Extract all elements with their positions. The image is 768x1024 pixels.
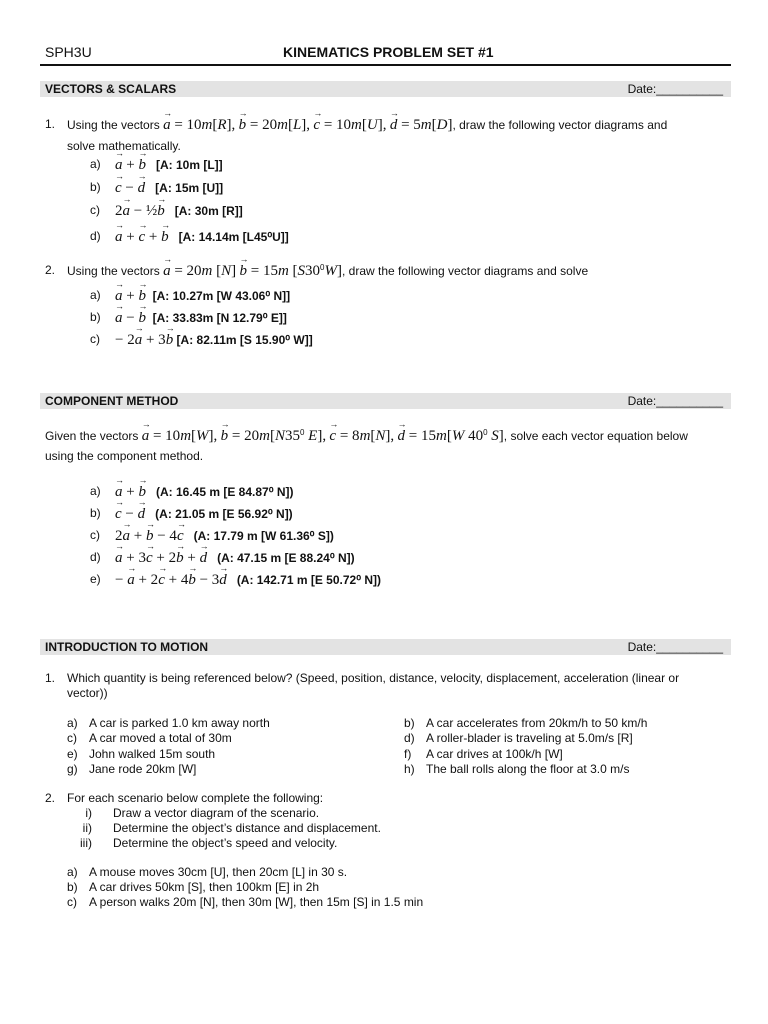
answer: (A: 21.05 m [E 56.92⁰ N]) xyxy=(155,507,293,521)
intro-text-cont: , solve each vector equation below xyxy=(503,429,688,443)
motion-q1 xyxy=(45,671,680,685)
answer: (A: 142.71 m [E 50.72⁰ N]) xyxy=(236,573,382,587)
cm-a: a) → a + → b (A: 16.45 m [E 84.87⁰ N]) xyxy=(90,484,101,498)
vs-q1-b: b) → c − → d [A: 15m [U]] xyxy=(90,180,101,194)
cm-d: d) → a + 3→ c + 2→ b + → d (A: 47.15 m [E 88.24⁰ N]) xyxy=(90,550,101,564)
answer: (A: 16.45 m [E 84.87⁰ N]) xyxy=(155,485,294,499)
question-text-line2: solve mathematically. xyxy=(67,139,181,153)
answer: [A: 33.83m [N 12.79⁰ E]] xyxy=(152,311,287,325)
question-text: For each scenario below complete the following: xyxy=(67,791,324,805)
date-field: Date:__________ xyxy=(627,82,723,96)
section-title: INTRODUCTION TO MOTION xyxy=(45,640,209,654)
motion-q2 xyxy=(45,791,324,805)
list-item: a) A mouse moves 30cm [U], then 20cm [L] in 30 s. xyxy=(67,865,348,879)
list-item: c) A car moved a total of 30m xyxy=(67,731,232,746)
question-text-cont: , draw the following vector diagrams and xyxy=(452,118,668,132)
question-text: Using the vectors xyxy=(67,264,160,278)
answer: [A: 82.11m [S 15.90⁰ W]] xyxy=(176,333,313,347)
answer: [A: 14.14m [L45⁰U]] xyxy=(178,230,289,244)
list-item: b) A car accelerates from 20km/h to 50 km/h xyxy=(404,716,648,730)
question-text-line2: vector)) xyxy=(67,686,108,700)
vs-q2-a: a) → a + → b [A: 10.27m [W 43.06⁰ N]] xyxy=(90,288,101,302)
date-field: Date:__________ xyxy=(627,394,723,408)
page-title: KINEMATICS PROBLEM SET #1 xyxy=(283,44,494,60)
list-item: f) A car drives at 100k/h [W] xyxy=(404,746,563,761)
vector-defs: → a = 10m[W], → $b = 20m[N35^0$ E], → c = 8m[N], → d = 15m[W $40^0$ S] xyxy=(142,429,504,443)
section-bar-component xyxy=(40,393,731,409)
cm-intro xyxy=(45,428,688,445)
question-number: 2. xyxy=(45,263,56,277)
answer: [A: 30m [R]] xyxy=(174,204,243,218)
cm-c: c) 2→ a + → b − 4→ c (A: 17.79 m [W 61.36⁰ S]) xyxy=(90,528,100,542)
question-text: Using the vectors xyxy=(67,118,160,132)
section-bar-motion xyxy=(40,639,731,655)
list-item: e) John walked 15m south xyxy=(67,746,216,761)
vs-q2-b: b) → a − → b [A: 33.83m [N 12.79⁰ E]] xyxy=(90,310,101,324)
answer: [A: 10m [L]] xyxy=(155,158,223,172)
question-text-cont: , draw the following vector diagrams and solve xyxy=(342,264,589,278)
question-number: 1. xyxy=(45,671,56,685)
section-bar-vectors xyxy=(40,81,731,97)
date-field: Date:__________ xyxy=(627,640,723,654)
cm-e: e) − → a + 2→ c + 4→ b − 3→ d (A: 142.71 m [E 50.72⁰ N]) xyxy=(90,572,101,586)
vs-q2 xyxy=(45,263,589,279)
list-item: d) A roller-blader is traveling at 5.0m/s [R] xyxy=(404,731,633,746)
motion-q1-right-list xyxy=(404,716,648,777)
list-item: a) A car is parked 1.0 km away north xyxy=(67,716,270,730)
vs-q1-d: d) → a + → c + → b [A: 14.14m [L45⁰U]] xyxy=(90,229,101,243)
intro-text-line2: using the component method. xyxy=(45,449,204,463)
cm-b: b) → c − → d (A: 21.05 m [E 56.92⁰ N]) xyxy=(90,506,101,520)
vs-q1-a: a) → a + → b [A: 10m [L]] xyxy=(90,157,101,171)
vector-defs: → a = 20m [N] → b = 15m $[S30^0W]$ xyxy=(163,264,342,278)
vector-a-def: → a = 10m[R], → b = 20m[L], → c = 10m[U], → d = 5m[D] xyxy=(163,118,452,132)
vs-q1-c: c) 2→ a − ½→ b [A: 30m [R]] xyxy=(90,203,100,217)
answer: [A: 10.27m [W 43.06⁰ N]] xyxy=(152,289,291,303)
section-title: COMPONENT METHOD xyxy=(45,394,179,408)
answer: (A: 47.15 m [E 88.24⁰ N]) xyxy=(217,551,355,565)
question-number: 1. xyxy=(45,117,56,131)
intro-text: Given the vectors xyxy=(45,429,139,443)
list-item: g) Jane rode 20km [W] xyxy=(67,761,197,776)
motion-q1-left-list xyxy=(67,716,270,777)
list-item: b) A car drives 50km [S], then 100km [E] in 2h xyxy=(67,880,320,894)
answer: (A: 17.79 m [W 61.36⁰ S]) xyxy=(193,529,334,543)
answer: [A: 15m [U]] xyxy=(155,181,224,195)
question-number: 2. xyxy=(45,791,56,805)
list-item: c) A person walks 20m [N], then 30m [W], then 15m [S] in 1.5 min xyxy=(67,895,424,909)
list-item: h) The ball rolls along the floor at 3.0 m/s xyxy=(404,761,630,776)
course-code: SPH3U xyxy=(45,44,92,60)
vs-q1 xyxy=(45,117,668,133)
question-text: Which quantity is being referenced below? (Speed, position, distance, velocity, displacement, acceleration (linear or xyxy=(67,671,680,685)
vs-q2-c: c) − 2→ a + 3→ b [A: 82.11m [S 15.90⁰ W]] xyxy=(90,332,100,346)
section-title: VECTORS & SCALARS xyxy=(45,82,177,96)
header-rule xyxy=(40,64,731,66)
motion-q2-scenarios xyxy=(67,865,424,910)
